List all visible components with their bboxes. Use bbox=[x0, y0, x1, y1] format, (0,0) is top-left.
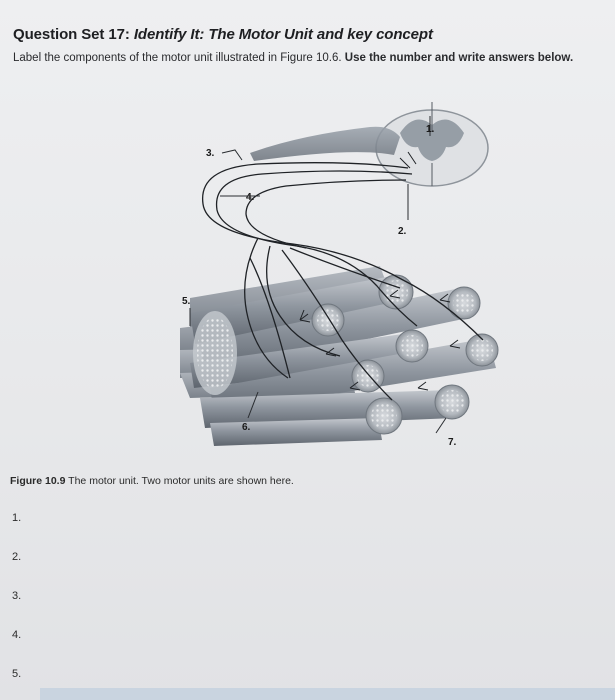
instruction-text: Label the components of the motor unit illustrated in Figure 10.6. bbox=[13, 52, 345, 64]
answer-label-3: 3. bbox=[12, 590, 22, 602]
answer-field-4[interactable] bbox=[30, 624, 594, 648]
figure-label-2: 2. bbox=[398, 226, 407, 237]
question-title bbox=[13, 26, 433, 43]
answer-label-5: 5. bbox=[12, 668, 22, 680]
answer-label-2: 2. bbox=[12, 551, 22, 563]
answer-field-3[interactable] bbox=[30, 585, 594, 609]
answer-field-1[interactable] bbox=[30, 507, 594, 531]
answer-label-1: 1. bbox=[12, 512, 22, 524]
motor-unit-figure bbox=[150, 88, 510, 468]
figure-label-7: 7. bbox=[448, 437, 457, 448]
caption-text: The motor unit. Two motor units are shown here. bbox=[65, 475, 294, 487]
answer-field-2[interactable] bbox=[30, 546, 594, 570]
answer-label-4: 4. bbox=[12, 629, 22, 641]
figure-label-6: 6. bbox=[242, 422, 251, 433]
answer-field-5[interactable] bbox=[30, 663, 594, 687]
caption-figure-number: Figure 10.9 bbox=[10, 475, 66, 487]
instruction-emphasis: Use the number and write answers below. bbox=[344, 52, 574, 64]
answer-box-edge[interactable] bbox=[40, 688, 615, 700]
instructions bbox=[13, 51, 598, 66]
figure-label-5: 5. bbox=[182, 296, 191, 307]
figure-label-1: 1. bbox=[426, 124, 435, 135]
title-prefix: Question Set 17: bbox=[13, 26, 134, 43]
title-italic: Identify It: The Motor Unit and key concept bbox=[133, 26, 433, 43]
figure-label-3: 3. bbox=[206, 148, 215, 159]
spinal-cord bbox=[250, 102, 488, 186]
figure-label-4: 4. bbox=[246, 192, 255, 203]
figure-caption bbox=[10, 475, 294, 487]
